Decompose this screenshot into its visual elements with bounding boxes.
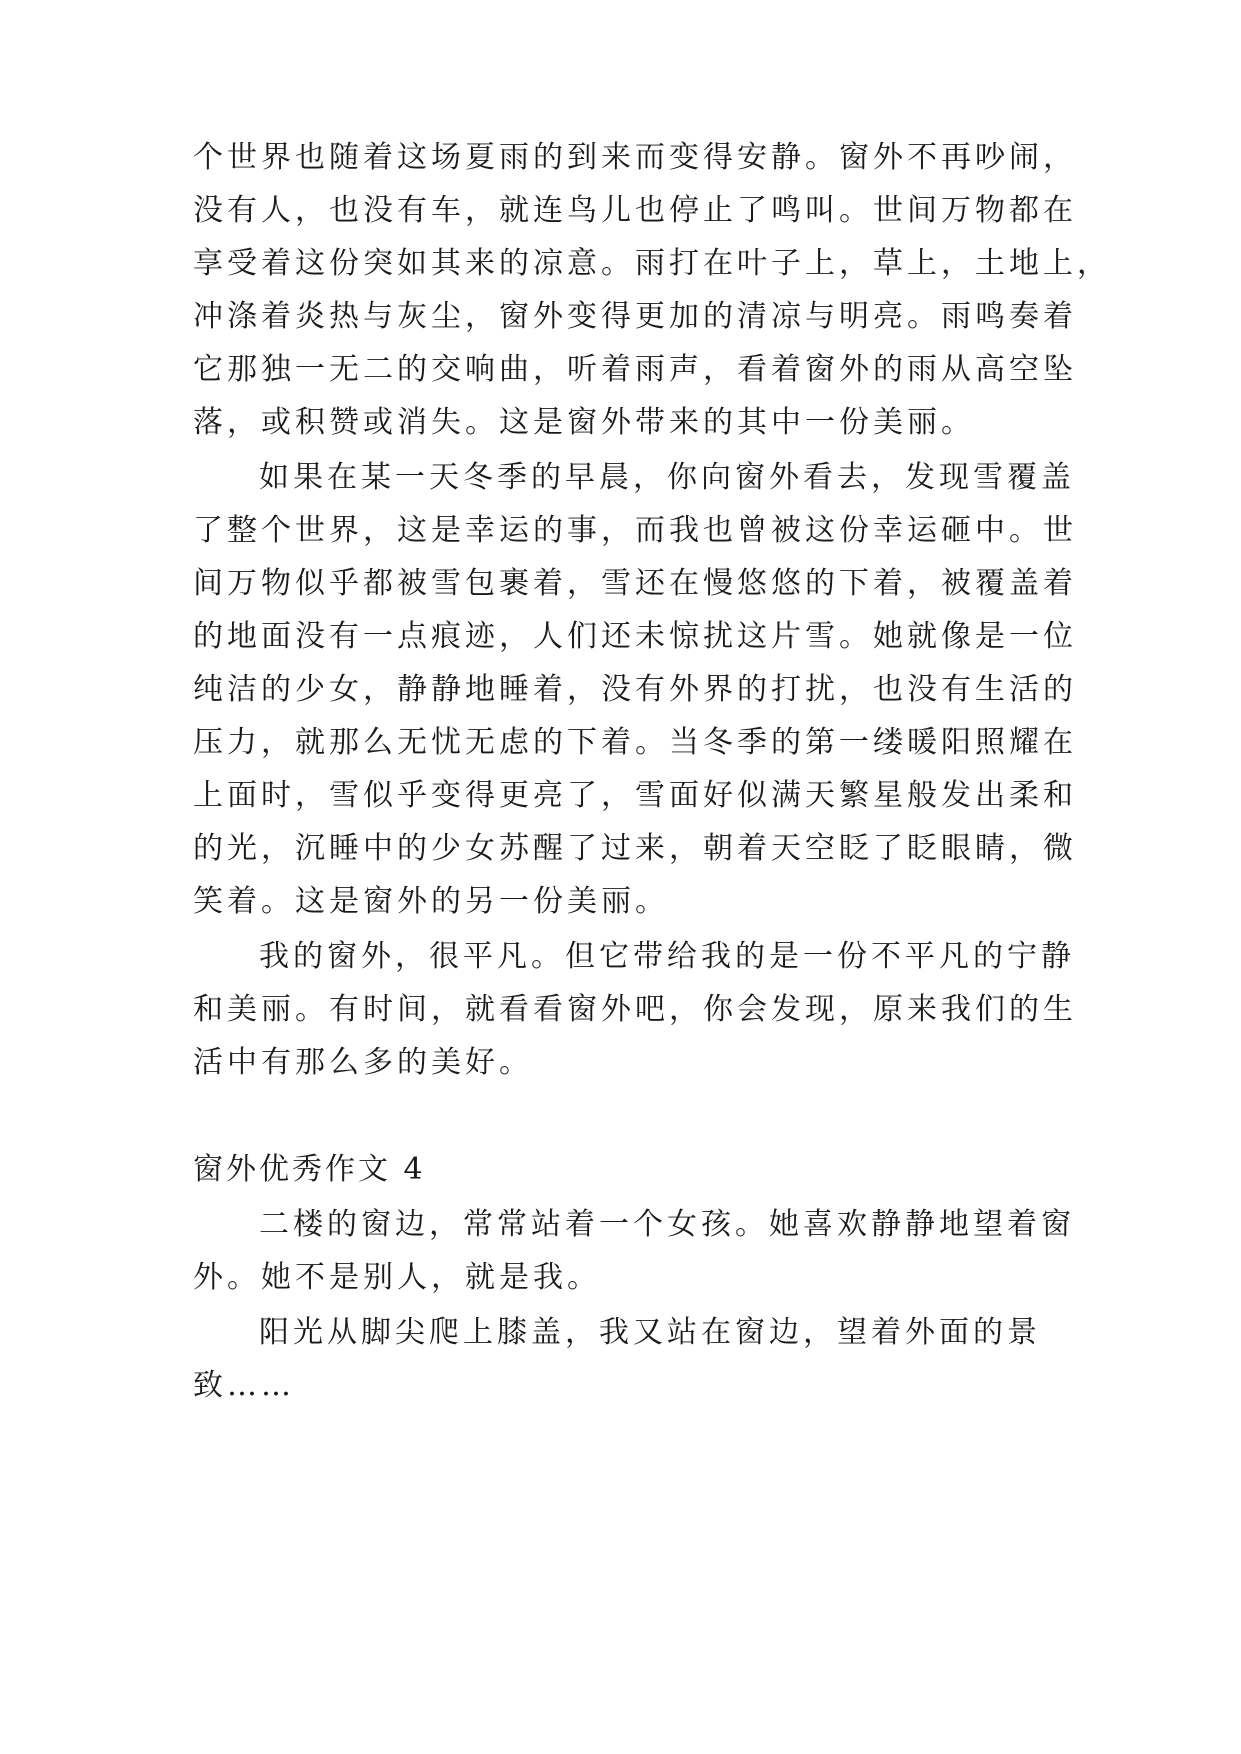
text-line: 和美丽。有时间，就看看窗外吧，你会发现，原来我们的生 <box>193 992 1077 1027</box>
text-line: 冲涤着炎热与灰尘，窗外变得更加的清凉与明亮。雨鸣奏着 <box>193 299 1077 334</box>
text-line: 如果在某一天冬季的早晨，你向窗外看去，发现雪覆盖 <box>259 460 1075 495</box>
text-line: 享受着这份突如其来的凉意。雨打在叶子上，草上，土地上， <box>193 246 1111 281</box>
text-line: 了整个世界，这是幸运的事，而我也曾被这份幸运砸中。世 <box>193 513 1077 548</box>
text-line: 落，或积赞或消失。这是窗外带来的其中一份美丽。 <box>193 405 975 440</box>
text-line: 间万物似乎都被雪包裹着，雪还在慢悠悠的下着，被覆盖着 <box>193 566 1077 601</box>
text-line: 它那独一无二的交响曲，听着雨声，看着窗外的雨从高空坠 <box>193 352 1077 387</box>
text-line: 二楼的窗边，常常站着一个女孩。她喜欢静静地望着窗 <box>259 1207 1075 1242</box>
text-line: 压力，就那么无忧无虑的下着。当冬季的第一缕暖阳照耀在 <box>193 725 1077 760</box>
text-line: 笑着。这是窗外的另一份美丽。 <box>193 884 669 919</box>
text-line: 外。她不是别人，就是我。 <box>193 1260 601 1295</box>
text-line: 活中有那么多的美好。 <box>193 1045 533 1080</box>
text-line: 的光，沉睡中的少女苏醒了过来，朝着天空眨了眨眼睛，微 <box>193 831 1077 866</box>
text-line: 没有人，也没有车，就连鸟儿也停止了鸣叫。世间万物都在 <box>193 193 1077 228</box>
text-line: 个世界也随着这场夏雨的到来而变得安静。窗外不再吵闹， <box>193 140 1077 175</box>
text-line: 致…… <box>193 1368 295 1403</box>
text-line: 阳光从脚尖爬上膝盖，我又站在窗边，望着外面的景 <box>259 1315 1041 1350</box>
text-line: 的地面没有一点痕迹，人们还未惊扰这片雪。她就像是一位 <box>193 619 1077 654</box>
section-heading: 窗外优秀作文 4 <box>193 1152 426 1187</box>
text-line: 纯洁的少女，静静地睡着，没有外界的打扰，也没有生活的 <box>193 672 1077 707</box>
text-line: 上面时，雪似乎变得更亮了，雪面好似满天繁星般发出柔和 <box>193 778 1077 813</box>
text-line: 我的窗外，很平凡。但它带给我的是一份不平凡的宁静 <box>259 939 1075 974</box>
